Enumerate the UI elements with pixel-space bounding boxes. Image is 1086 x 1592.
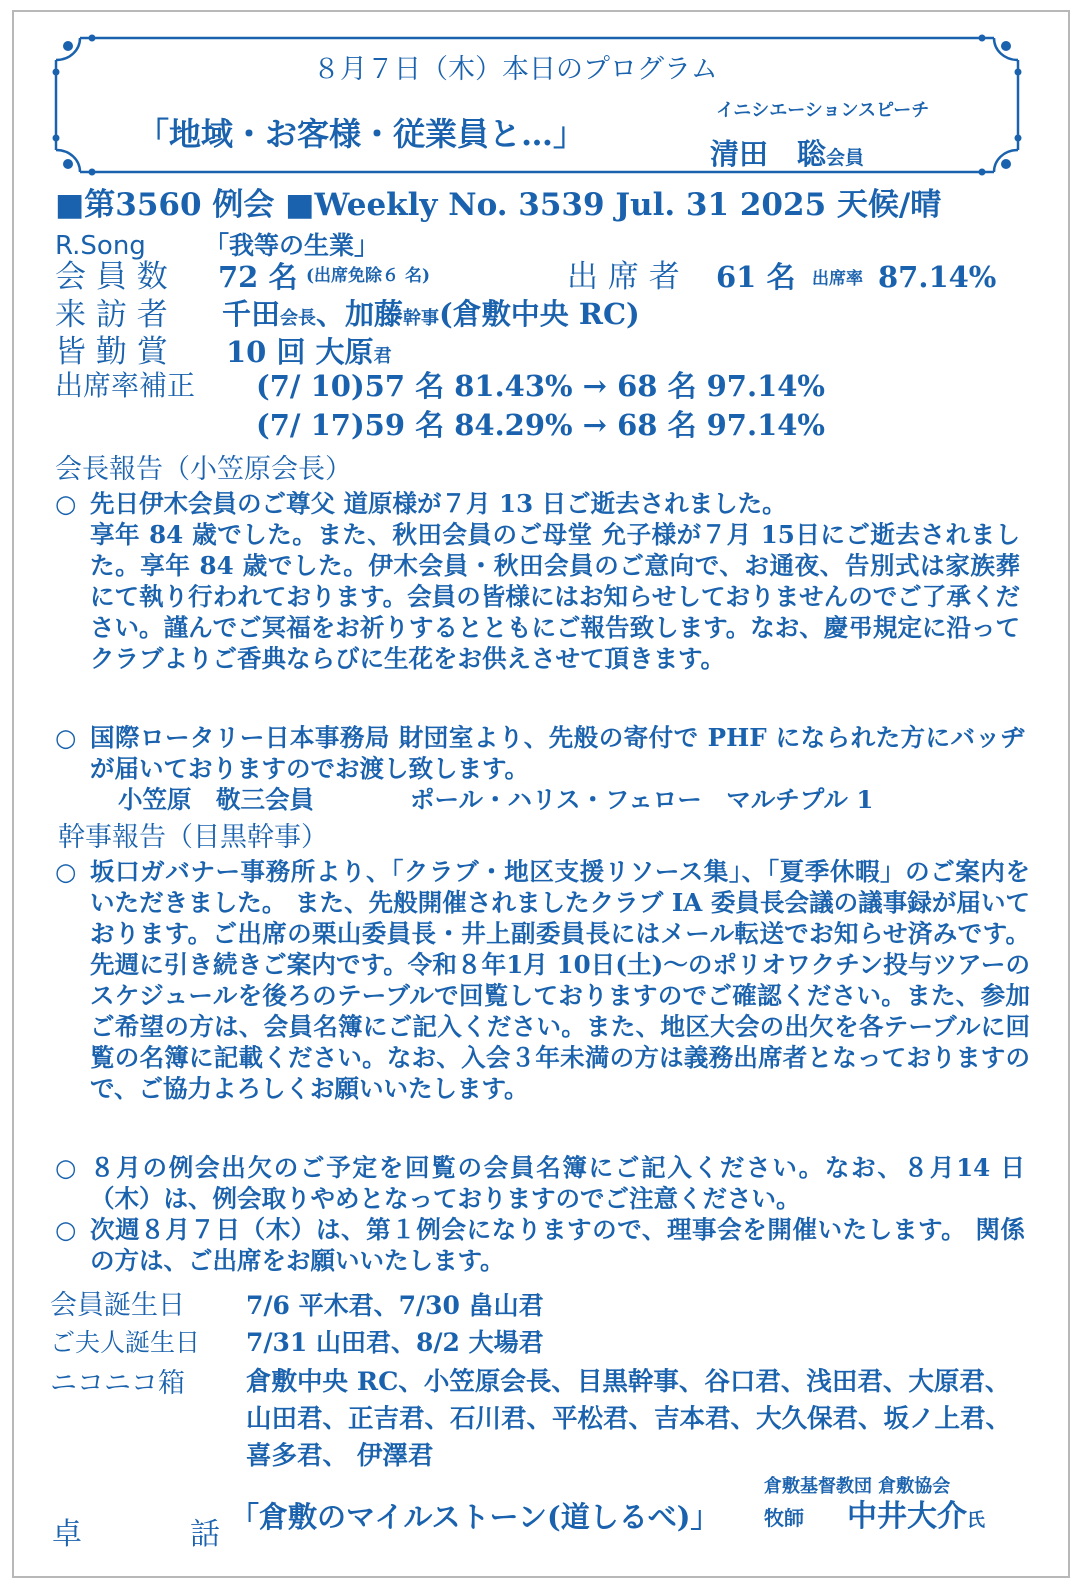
member-birthday-label: 会員誕生日 [50, 1290, 185, 1321]
song-label: R.Song [55, 231, 146, 261]
members-count: 72 名 [218, 260, 298, 294]
report-text: 先日伊木会員のご尊父 道原様が７月 13 日ご逝去されました。 [90, 489, 787, 518]
award-title: ポール・ハリス・フェロー マルチプル 1 [410, 785, 874, 814]
speaker-name [710, 137, 865, 171]
visitor-name: 千田 [222, 297, 281, 331]
talk-speaker-org: 倉敷基督教団 倉敷協会 [764, 1476, 951, 1497]
perfect-attendance-text: 10 回 大原 [226, 335, 374, 369]
correction-label: 出席率補正 [55, 369, 196, 402]
circle-bullet-icon: ○ [55, 723, 77, 752]
talk-speaker-name-text: 中井大介 [847, 1499, 967, 1534]
attendance-label: 出 席 者 [567, 259, 680, 295]
correction-line-1: (7/ 10)57 名 81.43% → 68 名 97.14% [256, 369, 825, 403]
secretary-report-item [55, 1214, 1030, 1276]
members-label: 会 員 数 [55, 259, 168, 295]
speaker-name-text: 清田 聡 [710, 137, 827, 171]
attendance-rate: 87.14% [878, 260, 997, 294]
secretary-report-item [55, 856, 1030, 1104]
perfect-attendance-suffix: 君 [373, 346, 392, 367]
talk-title: 「倉敷のマイルストーン(道しるべ)」 [230, 1500, 720, 1534]
award-recipient: 小笠原 敬三会員 [118, 785, 314, 814]
member-birthday-value: 7/6 平木君、7/30 畠山君 [246, 1291, 544, 1320]
attendance-rate-label: 出席率 [812, 269, 863, 289]
correction-line-2: (7/ 17)59 名 84.29% → 68 名 97.14% [256, 408, 825, 442]
talk-speaker-role: 牧師 [764, 1506, 804, 1530]
nikoniko-line-1: 倉敷中央 RC、小笠原会長、目黒幹事、谷口君、浅田君、大原君、 [246, 1367, 1011, 1397]
visitors-label: 来 訪 者 [55, 297, 168, 333]
talk-label-2: 話 [190, 1517, 220, 1552]
spouse-birthday-value: 7/31 山田君、8/2 大場君 [246, 1328, 544, 1357]
speaker-suffix: 会員 [826, 147, 865, 169]
visitor-role: 幹事 [403, 308, 440, 329]
spouse-birthday-label: ご夫人誕生日 [50, 1328, 201, 1357]
visitor-role: 会長 [280, 308, 317, 329]
attendance-count: 61 名 [716, 260, 796, 294]
president-report-item [55, 722, 1030, 784]
circle-bullet-icon: ○ [55, 1215, 77, 1244]
report-text: 坂口ガバナー事務所より、「クラブ・地区支援リソース集」、「夏季休暇」のご案内をいただきました。 また、先般開催されましたクラブ IA 委員長会議の議事録が届いております。ご出席の栗山委員長・井上副委員長にはメール転送でお知らせ済みです。先週に引き続きご案内です。令和８年1月 10日(土)〜のポリオワクチン投与ツアーのスケジュールを後ろのテーブルで回覧しておりますのでご確認ください。また、参加ご希望の方は、会員名簿にご記入ください。また、地区大会の出欠を各テーブルに回覧の名簿に記載ください。なお、入会３年未満の方は義務出席者となっておりますので、ご協力よろしくお願いいたします。 [90, 857, 1030, 1103]
president-report-heading: 会長報告（小笠原会長） [55, 454, 352, 485]
speech-title: 「地域・お客様・従業員と…」 [137, 115, 586, 153]
nikoniko-line-3: 喜多君、 伊澤君 [246, 1441, 434, 1471]
speech-type: イニシエーションスピーチ [716, 100, 930, 121]
visitor-separator: 、 [316, 297, 346, 331]
visitor-club: (倉敷中央 RC) [439, 297, 640, 331]
report-text: ８月の例会出欠のご予定を回覧の会員名簿にご記入ください。なお、８月14 日（木）は、例会取りやめとなっておりますのでご注意ください。 [90, 1153, 1025, 1213]
president-report-item-cont: 享年 84 歳でした。また、秋田会員のご母堂 允子様が７月 15日にご逝去されました。享年 84 歳でした。伊木会員・秋田会員のご意向で、お通夜、告別式は家族葬にて執り行われております。会員の皆様にはお知らせしておりませんのでご了承ください。謹んでご冥福をお祈りするとともにご報告致します。なお、慶弔規定に沿ってクラブよりご香典ならびに生花をお供えさせて頂きます。 [90, 520, 1020, 673]
secretary-report-item [55, 1152, 1030, 1214]
report-text: 次週８月７日（木）は、第１例会になりますので、理事会を開催いたします。 関係の方は、ご出席をお願いいたします。 [90, 1215, 1025, 1275]
president-report-item [55, 488, 1030, 519]
circle-bullet-icon: ○ [55, 1153, 77, 1182]
visitor-name: 加藤 [345, 297, 404, 331]
report-text: 国際ロータリー日本事務局 財団室より、先般の寄付で PHF になられた方にバッヂが届いておりますのでお渡し致します。 [90, 723, 1025, 783]
nikoniko-label: ニコニコ箱 [50, 1368, 185, 1399]
secretary-report-heading: 幹事報告（目黒幹事） [58, 822, 328, 853]
talk-speaker-suffix: 氏 [967, 1510, 985, 1531]
circle-bullet-icon: ○ [55, 857, 77, 886]
talk-label-1: 卓 [52, 1517, 82, 1552]
song-value: 「我等の生業」 [204, 231, 380, 260]
members-exempt: (出席免除６ 名) [306, 266, 431, 286]
perfect-attendance-value [226, 335, 392, 369]
talk-speaker-name [847, 1499, 985, 1534]
circle-bullet-icon: ○ [55, 489, 77, 518]
meeting-meta-line: ■第3560 例会 ■Weekly No. 3539 Jul. 31 2025 天候/晴 [55, 187, 942, 223]
nikoniko-line-2: 山田君、正吉君、石川君、平松君、吉本君、大久保君、坂ノ上君、 [246, 1404, 1012, 1434]
program-date-line: ８月７日（木）本日のプログラム [313, 54, 718, 85]
visitors-value [222, 297, 640, 331]
perfect-attendance-label: 皆 勤 賞 [55, 334, 168, 370]
